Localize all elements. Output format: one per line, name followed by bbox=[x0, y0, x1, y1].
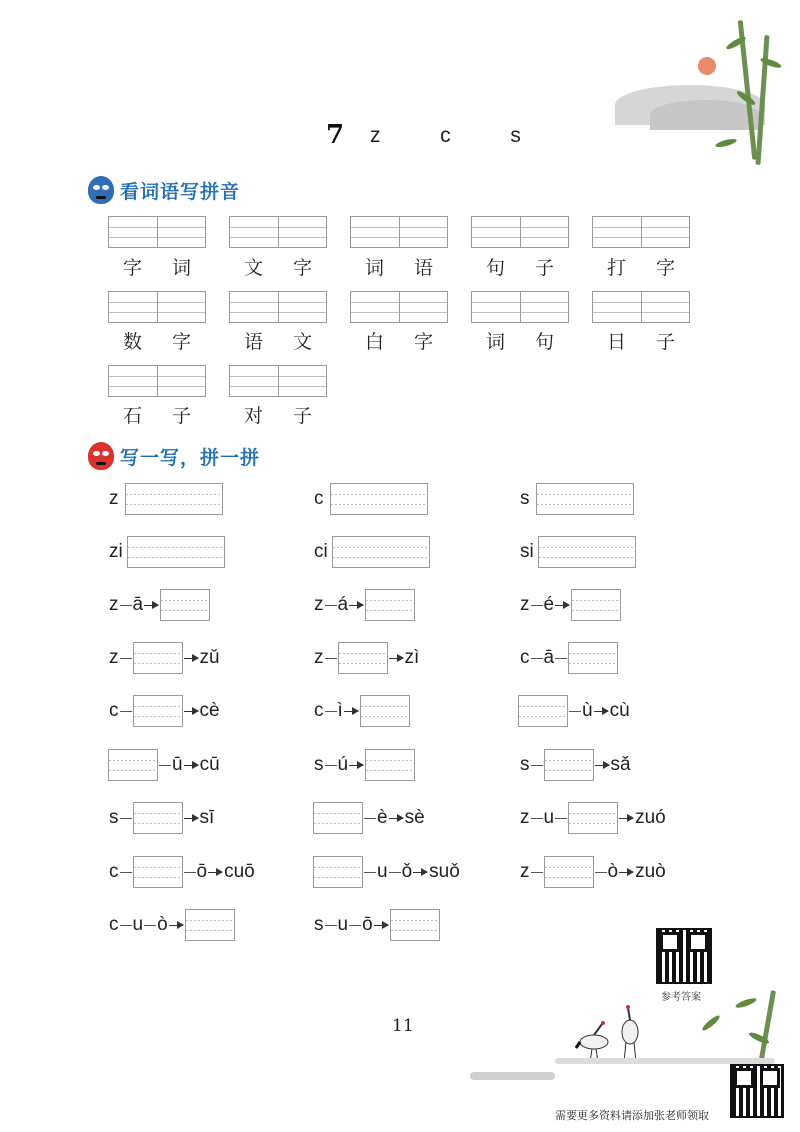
arrow-icon bbox=[184, 765, 198, 766]
answer-box[interactable] bbox=[338, 642, 388, 674]
crane-decoration bbox=[612, 1004, 648, 1064]
section2-header bbox=[88, 442, 260, 470]
promo-text: 需要更多资料请添加张老师领取 bbox=[555, 1109, 709, 1122]
exercise-row: s u ō bbox=[314, 909, 440, 941]
answer-box[interactable] bbox=[536, 483, 634, 515]
answer-box[interactable] bbox=[330, 483, 428, 515]
opera-mask-icon bbox=[88, 176, 114, 204]
exercise-row: u ǒ suǒ bbox=[313, 856, 460, 888]
qr-label: 参考答案 bbox=[661, 992, 701, 1003]
answer-box[interactable] bbox=[125, 483, 223, 515]
exercise-row: c u ò bbox=[109, 909, 235, 941]
exercise-row: zi bbox=[109, 536, 225, 568]
word: 字 词 bbox=[122, 257, 191, 279]
word: 打 字 bbox=[606, 257, 675, 279]
answer-box[interactable] bbox=[544, 856, 594, 888]
answer-box[interactable] bbox=[365, 589, 415, 621]
water-decoration bbox=[470, 1072, 555, 1080]
word: 句 子 bbox=[485, 257, 554, 279]
mountain-decoration bbox=[650, 100, 760, 130]
arrow-icon bbox=[144, 605, 158, 606]
exercise-row: z zǔ bbox=[109, 642, 220, 674]
answer-box[interactable] bbox=[133, 856, 183, 888]
section1-header bbox=[88, 176, 240, 204]
bamboo-decoration bbox=[759, 990, 776, 1060]
pinyin-box[interactable] bbox=[592, 291, 690, 323]
answer-box[interactable] bbox=[544, 749, 594, 781]
answer-box[interactable] bbox=[365, 749, 415, 781]
word: 石 子 bbox=[122, 405, 191, 427]
exercise-row: s bbox=[520, 483, 634, 515]
arrow-icon bbox=[349, 765, 363, 766]
exercise-row: z ā bbox=[109, 589, 210, 621]
pinyin-box[interactable] bbox=[229, 216, 327, 248]
leaf-decoration bbox=[735, 996, 758, 1009]
exercise-row: s sī bbox=[109, 802, 214, 834]
word: 文 字 bbox=[243, 257, 312, 279]
answer-qr-code[interactable] bbox=[656, 928, 712, 984]
exercise-row: ci bbox=[314, 536, 430, 568]
exercise-row: c bbox=[314, 483, 428, 515]
arrow-icon bbox=[349, 605, 363, 606]
pinyin-box[interactable] bbox=[471, 216, 569, 248]
arrow-icon bbox=[344, 711, 358, 712]
arrow-icon bbox=[413, 872, 427, 873]
page-number: 11 bbox=[392, 1016, 414, 1036]
arrow-icon bbox=[184, 711, 198, 712]
section2-title: 写一写，拼一拼 bbox=[120, 446, 261, 469]
pinyin-box[interactable] bbox=[229, 365, 327, 397]
arrow-icon bbox=[555, 605, 569, 606]
exercise-row: c ō cuō bbox=[109, 856, 255, 888]
word: 词 语 bbox=[364, 257, 433, 279]
exercise-row: c cè bbox=[109, 695, 220, 727]
answer-box[interactable] bbox=[313, 802, 363, 834]
answer-box[interactable] bbox=[538, 536, 636, 568]
pinyin-box[interactable] bbox=[350, 291, 448, 323]
pinyin-box[interactable] bbox=[108, 216, 206, 248]
arrow-icon bbox=[389, 818, 403, 819]
word: 数 字 bbox=[122, 331, 191, 353]
arrow-icon bbox=[208, 872, 222, 873]
pinyin-box[interactable] bbox=[592, 216, 690, 248]
exercise-row: z é bbox=[520, 589, 621, 621]
leaf-decoration bbox=[701, 1014, 722, 1033]
answer-box[interactable] bbox=[160, 589, 210, 621]
answer-box[interactable] bbox=[390, 909, 440, 941]
arrow-icon bbox=[595, 765, 609, 766]
answer-box[interactable] bbox=[133, 642, 183, 674]
word: 词 句 bbox=[485, 331, 554, 353]
answer-box[interactable] bbox=[568, 642, 618, 674]
arrow-icon bbox=[594, 711, 608, 712]
opera-mask-icon bbox=[88, 442, 114, 470]
arrow-icon bbox=[389, 658, 403, 659]
word: 对 子 bbox=[243, 405, 312, 427]
exercise-row: s ú bbox=[314, 749, 415, 781]
exercise-row: c ā bbox=[520, 642, 618, 674]
answer-box[interactable] bbox=[332, 536, 430, 568]
lesson-letters: z c s bbox=[370, 124, 521, 147]
answer-box[interactable] bbox=[571, 589, 621, 621]
answer-box[interactable] bbox=[185, 909, 235, 941]
exercise-row: si bbox=[520, 536, 636, 568]
word: 语 文 bbox=[243, 331, 312, 353]
section1-title: 看词语写拼音 bbox=[120, 180, 241, 203]
answer-box[interactable] bbox=[127, 536, 225, 568]
pinyin-box[interactable] bbox=[108, 291, 206, 323]
exercise-row: z bbox=[109, 483, 223, 515]
pinyin-box[interactable] bbox=[229, 291, 327, 323]
exercise-row: z ò zuò bbox=[520, 856, 666, 888]
arrow-icon bbox=[184, 818, 198, 819]
exercise-row: ū cū bbox=[108, 749, 220, 781]
promo-qr-code[interactable] bbox=[730, 1064, 784, 1118]
leaf-decoration bbox=[715, 137, 738, 148]
exercise-row: s sǎ bbox=[520, 749, 631, 781]
answer-box[interactable] bbox=[108, 749, 158, 781]
arrow-icon bbox=[619, 872, 633, 873]
answer-box[interactable] bbox=[133, 802, 183, 834]
pinyin-box[interactable] bbox=[350, 216, 448, 248]
arrow-icon bbox=[184, 658, 198, 659]
exercise-row: ù cù bbox=[518, 695, 630, 727]
pinyin-box[interactable] bbox=[108, 365, 206, 397]
exercise-row: z zì bbox=[314, 642, 419, 674]
answer-box[interactable] bbox=[360, 695, 410, 727]
arrow-icon bbox=[619, 818, 633, 819]
exercise-row: z u zuó bbox=[520, 802, 666, 834]
sun-decoration bbox=[698, 57, 716, 75]
lesson-number: 7 bbox=[326, 120, 345, 150]
exercise-row: z á bbox=[314, 589, 415, 621]
answer-box[interactable] bbox=[313, 856, 363, 888]
exercise-row: c ì bbox=[314, 695, 410, 727]
arrow-icon bbox=[169, 925, 183, 926]
answer-box[interactable] bbox=[518, 695, 568, 727]
word: 白 字 bbox=[364, 331, 433, 353]
word: 日 子 bbox=[606, 331, 675, 353]
pinyin-box[interactable] bbox=[471, 291, 569, 323]
exercise-row: è sè bbox=[313, 802, 425, 834]
arrow-icon bbox=[374, 925, 388, 926]
answer-box[interactable] bbox=[133, 695, 183, 727]
answer-box[interactable] bbox=[568, 802, 618, 834]
